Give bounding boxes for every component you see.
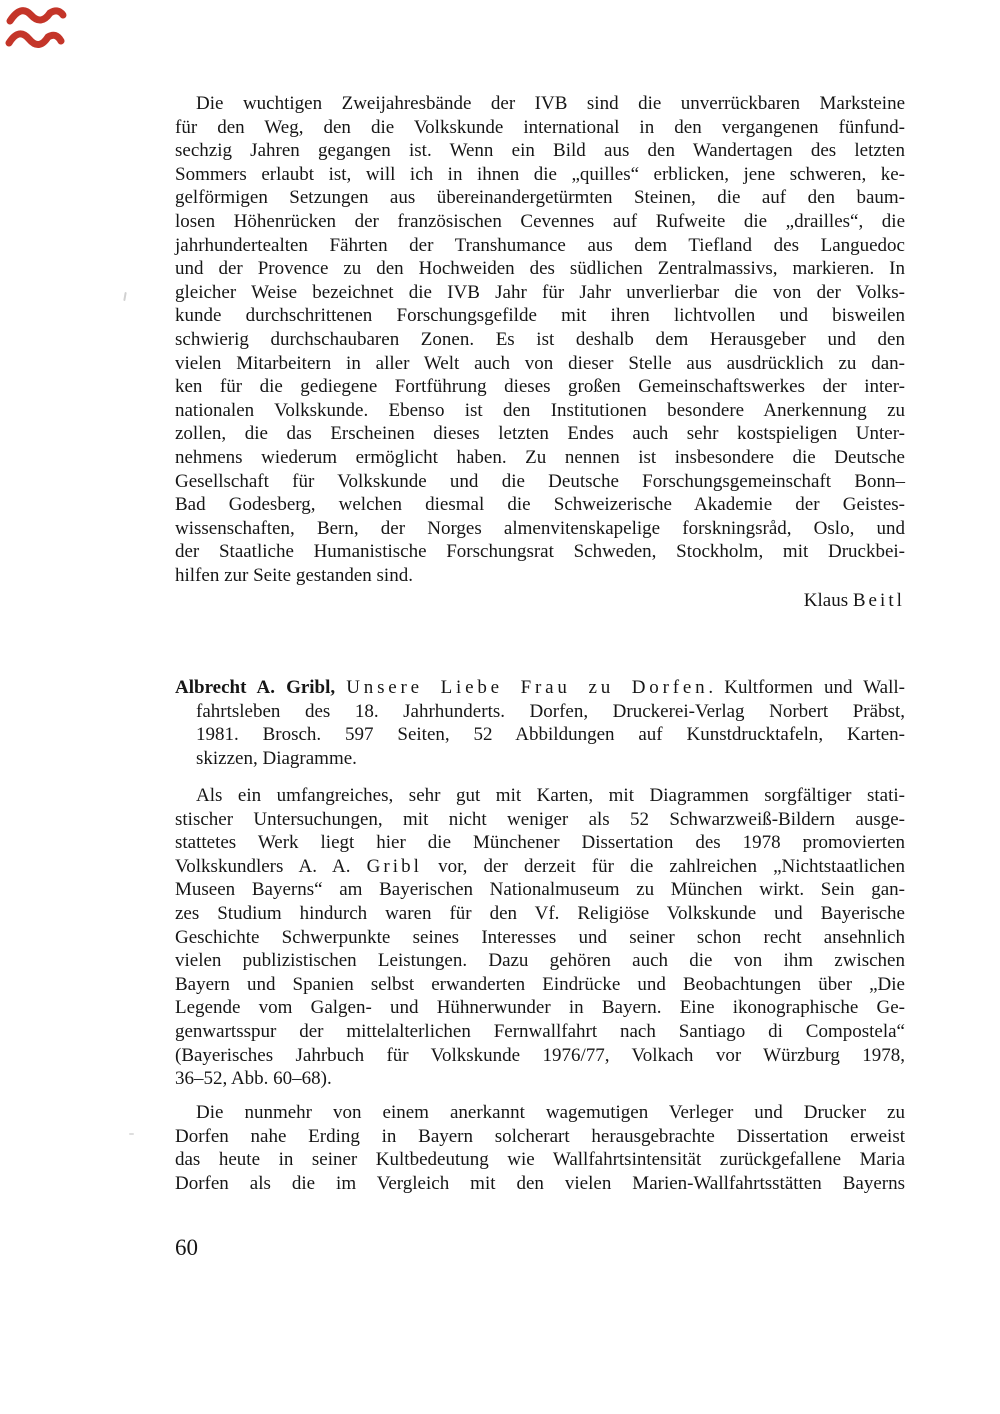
heading-continuation bbox=[175, 700, 905, 771]
heading-line1-rest: . Kultformen und Wall- bbox=[708, 677, 905, 698]
text-line: Bayern und Spanien selbst erwanderten Eindrücke und Beobachtungen über „Die bbox=[175, 973, 905, 995]
text-line: das heute in seiner Kultbedeutung wie Wallfahrtsintensität zurückgefallene Maria bbox=[175, 1149, 905, 1171]
review-author-name: Albrecht A. Gribl, bbox=[175, 677, 336, 698]
scan-speck bbox=[129, 1133, 134, 1135]
text-line: nehmens wiederum ermöglicht haben. Zu nennen ist insbesondere die Deutsche bbox=[175, 446, 905, 468]
text-line: Legende vom Galgen- und Hühnerwunder in Bayern. Eine ikonographische Ge- bbox=[175, 997, 905, 1019]
gribl-letterspaced-name: Gribl bbox=[366, 855, 422, 877]
text-line: Die nunmehr von einem anerkannt wagemutigen Verleger und Drucker zu bbox=[196, 1102, 905, 1123]
text-line: sechzig Jahren gegangen ist. Wenn ein Bild aus den Wandertagen des letzten bbox=[175, 140, 905, 162]
text-line: Als ein umfangreiches, sehr gut mit Karten, mit Diagrammen sorgfältiger stati- bbox=[196, 785, 905, 806]
scan-speck bbox=[123, 292, 127, 301]
text-line: nationalen Volkskunde. Ebenso ist den Institutionen besondere Anerkennung zu bbox=[175, 399, 905, 421]
text-line: der Staatliche Humanistische Forschungsrat Schweden, Stockholm, mit Druckbei- bbox=[175, 541, 905, 563]
paragraph-lines bbox=[175, 784, 905, 855]
review-body-paragraph bbox=[175, 784, 905, 1091]
text-line: zes Studium hindurch waren für den Vf. Religiöse Volkskunde und Bayerische bbox=[175, 902, 905, 924]
text-line: Bad Godesberg, welchen diesmal die Schweizerische Akademie der Geistes- bbox=[175, 494, 905, 516]
text-line: kunde durchschrittenen Forschungsgefilde mit ihren lichtvollen und bisweilen bbox=[175, 305, 905, 327]
text-line: für den Weg, den die Volkskunde international in den vergangenen fünfund- bbox=[175, 116, 905, 138]
text-line: vielen publizistischen Leistungen. Dazu gehören auch die von ihm zwischen bbox=[175, 950, 905, 972]
text-line: stattetes Werk liegt hier die Münchener Dissertation des 1978 promovierten bbox=[175, 832, 905, 854]
signature-first-name: Klaus bbox=[803, 590, 849, 611]
text-line: Dorfen nahe Erding in Bayern solcherart herausgebrachte Dissertation erweist bbox=[175, 1125, 905, 1147]
text-line: skizzen, Diagramme. bbox=[196, 747, 357, 769]
text-line: 36–52, Abb. 60–68). bbox=[175, 1068, 332, 1090]
text-line: gelförmigen Setzungen aus übereinandergetürmten Steinen, die auf den baum- bbox=[175, 187, 905, 209]
text-line: fahrtsleben des 18. Jahrhunderts. Dorfen, Druckerei-Verlag Norbert Präbst, bbox=[196, 700, 905, 722]
text-line: hilfen zur Seite gestanden sind. bbox=[175, 564, 413, 586]
name-line-post: vor, der derzeit für die zahlreichen „Nichtstaatlichen bbox=[438, 855, 905, 877]
text-line: Museen Bayerns“ am Bayerischen Nationalmuseum zu München wirkt. Sein gan- bbox=[175, 879, 905, 901]
editorial-paragraph bbox=[175, 92, 905, 587]
text-line: stischer Untersuchungen, mit nicht weniger als 52 Schwarzweiß-Bildern ausge- bbox=[175, 808, 905, 830]
pen-stroke-bottom bbox=[9, 34, 61, 45]
review-entry-heading bbox=[175, 676, 905, 770]
text-line: 1981. Brosch. 597 Seiten, 52 Abbildungen auf Kunstdrucktafeln, Karten- bbox=[196, 724, 905, 746]
text-line: zollen, die das Erscheinen dieses letzten Endes auch sehr kostspieligen Unter- bbox=[175, 423, 905, 445]
signature-last-name: Beitl bbox=[852, 590, 905, 611]
text-line: schwierig durchschaubaren Zonen. Es ist deshalb dem Herausgeber und den bbox=[175, 328, 905, 350]
pen-stroke-top bbox=[10, 11, 63, 21]
review-closing-paragraph bbox=[175, 1101, 905, 1195]
text-line: vielen Mitarbeitern in aller Welt auch von dieser Stelle aus ausdrücklich zu dan- bbox=[175, 352, 905, 374]
text-line: losen Höhenrücken der französischen Cevennes auf Rufweite die „drailles“, die bbox=[175, 210, 905, 232]
text-line: Gesellschaft für Volkskunde und die Deutsche Forschungsgemeinschaft Bonn– bbox=[175, 470, 905, 492]
text-line: und der Provence zu den Hochweiden des südlichen Zentralmassivs, markieren. In bbox=[175, 258, 905, 280]
red-pen-scribble-icon bbox=[5, 1, 69, 61]
text-line: wissenschaften, Bern, der Norges almenvitenskapelige forskningsråd, Oslo, und bbox=[175, 517, 905, 539]
text-line: Sommers erlaubt ist, will ich in ihnen die „quilles“ erblicken, jene schweren, ke- bbox=[175, 163, 905, 185]
editorial-signature bbox=[175, 589, 905, 613]
volkskundler-name-line bbox=[175, 855, 905, 879]
text-line: jahrhundertealten Fährten der Transhumance aus dem Tiefland des Languedoc bbox=[175, 234, 905, 256]
text-line: ken für die gediegene Fortführung dieses großen Gemeinschaftswerkes der inter- bbox=[175, 376, 905, 398]
page-number: 60 bbox=[175, 1235, 198, 1260]
text-line: Geschichte Schwerpunkte seines Interesses und seiner schon recht ansehnlich bbox=[175, 926, 905, 948]
text-line: genwartsspur der mittelalterlichen Fernwallfahrt nach Santiago di Compostela“ bbox=[175, 1020, 905, 1042]
paragraph-lines bbox=[175, 878, 905, 1090]
text-line: gleicher Weise bezeichnet die IVB Jahr für Jahr unverlierbar die von der Volks- bbox=[175, 281, 905, 303]
text-line: Die wuchtigen Zweijahresbände der IVB sind die unverrückbaren Marksteine bbox=[196, 93, 905, 114]
name-line-pre: Volkskundlers A. A. bbox=[175, 855, 351, 877]
review-book-title: Unsere Liebe Frau zu Dorfen bbox=[346, 677, 709, 698]
text-line: Dorfen als die im Vergleich mit den vielen Marien-Wallfahrtsstätten Bayerns bbox=[175, 1172, 905, 1194]
heading-first-line bbox=[175, 676, 905, 700]
text-line: (Bayerisches Jahrbuch für Volkskunde 1976/77, Volkach vor Würzburg 1978, bbox=[175, 1044, 905, 1066]
